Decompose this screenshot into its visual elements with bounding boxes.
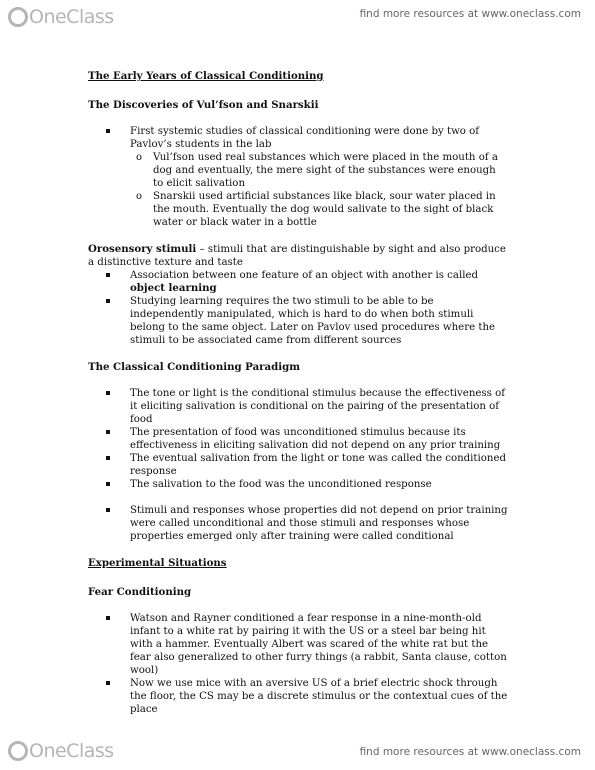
oneclass-logo	[8, 6, 114, 28]
bullet-text: First systemic studies of classical conditioning were done by two of Pavlov’s students in the lab	[130, 126, 480, 150]
logo-circle-icon	[8, 7, 28, 27]
section-heading-discoveries: The Discoveries of Vul’fson and Snarskii	[88, 99, 319, 111]
orosensory-term: Orosensory stimuli	[88, 243, 197, 255]
list-item: Now we use mice with an aversive US of a brief electric shock through the floor, the CS may be a discrete stimulus or the contextual cues of the place	[120, 677, 508, 716]
logo-circle-icon	[8, 741, 28, 761]
subsection-heading-fear: Fear Conditioning	[88, 586, 192, 598]
list-item: The presentation of food was unconditioned stimulus because its effectiveness in eliciting salivation did not depend on any prior training	[120, 426, 508, 452]
fear-list	[120, 612, 508, 716]
list-item: The eventual salivation from the light or tone was called the conditioned response	[120, 452, 508, 478]
paradigm-list	[120, 387, 508, 491]
logo-text: OneClass	[29, 6, 114, 28]
document-content	[88, 70, 508, 716]
sub-list	[153, 151, 508, 229]
footer-resources-link[interactable]: find more resources at www.oneclass.com	[359, 746, 581, 758]
footer-logo-text: OneClass	[29, 740, 114, 762]
header-resources-link[interactable]: find more resources at www.oneclass.com	[359, 8, 581, 20]
discoveries-list	[120, 125, 508, 229]
list-item: The tone or light is the conditional stimulus because the effectiveness of it eliciting salivation is conditional on the pairing of the presentation of food	[120, 387, 508, 426]
object-learning-term: object learning	[130, 282, 217, 294]
list-item: Studying learning requires the two stimuli to be able to be independently manipulated, which is hard to do when both stimuli belong to the same object. Later on Pavlov used procedures where the stimuli to be associated came from different sources	[120, 295, 508, 347]
paradigm-list-2	[120, 504, 508, 543]
orosensory-definition	[88, 243, 508, 269]
section-heading-experimental: Experimental Situations	[88, 557, 227, 569]
sub-list-item: o Vul’fson used real substances which were placed in the mouth of a dog and eventually, the mere sight of the substances were enough to elicit salivation	[153, 151, 508, 190]
list-item: Watson and Rayner conditioned a fear response in a nine-month-old infant to a white rat by pairing it with the US or a steel bar being hit with a hammer. Eventually Albert was scared of the white rat but the fear also generalized to other furry things (a rabbit, Santa clause, cotton wool)	[120, 612, 508, 677]
doc-title: The Early Years of Classical Conditioning	[88, 70, 324, 82]
list-item: The salivation to the food was the unconditioned response	[120, 478, 508, 491]
list-item	[120, 125, 508, 229]
list-item	[120, 269, 508, 295]
sub-list-item: o Snarskii used artificial substances like black, sour water placed in the mouth. Eventually the dog would salivate to the sight of black water or black water in a bottle	[153, 190, 508, 229]
orosensory-list	[120, 269, 508, 347]
section-heading-paradigm: The Classical Conditioning Paradigm	[88, 361, 301, 373]
list-item: Stimuli and responses whose properties did not depend on prior training were called unconditional and those stimuli and responses whose properties emerged only after training were called conditional	[120, 504, 508, 543]
bullet-text: Association between one feature of an object with another is called	[130, 270, 479, 281]
orosensory-def: – stimuli that are distinguishable by sight and also produce a distinctive texture and taste	[88, 244, 506, 268]
oneclass-footer-logo	[8, 740, 114, 762]
